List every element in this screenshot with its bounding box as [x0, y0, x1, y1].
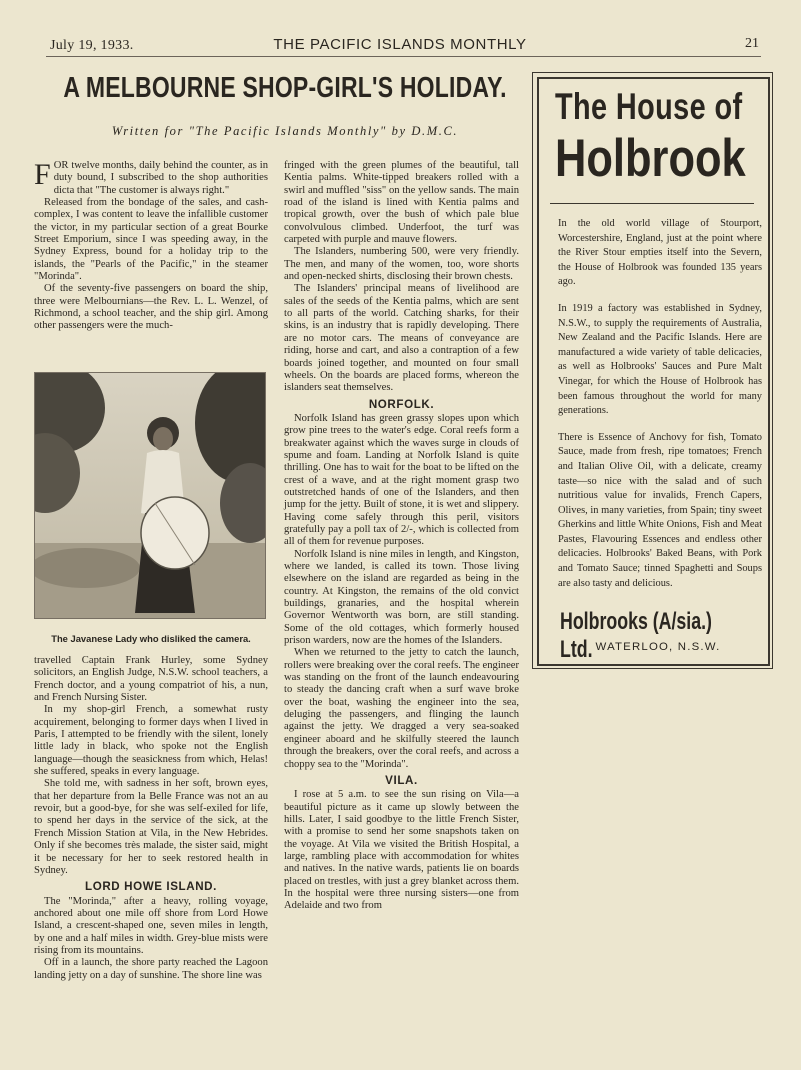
- paragraph: Off in a launch, the shore party reached the Lagoon landing jetty on a day of sunshine. The shore line was: [34, 957, 268, 981]
- article-title: A MELBOURNE SHOP-GIRL'S HOLIDAY.: [63, 70, 507, 104]
- paragraph: The "Morinda," after a heavy, rolling voyage, anchored about one mile off shore from Lord Howe Island, a crescent-shaped one, seven miles in length, by one and a half miles in width. Grey-blue mists were rising from its mountains.: [34, 895, 268, 956]
- ad-title-line-2: Holbrook: [555, 129, 746, 188]
- issue-date: July 19, 1933.: [50, 38, 134, 53]
- paragraph: Norfolk Island has green grassy slopes upon which grow pine trees to the water's edge. Coral reefs form a breakwater against which the waves surge in clouds of spume and foam. Landing at Norfolk Island is quite thrilling. One has to wait for the boat to be lifted on the crest of a wave, and at the right moment grasp two outstretched hands of one of the Islanders, and then jump for the jetty. Built of stone, it is wet and slippery. Having come safely through this peril, visitors gratefully pay a poll tax of 2/-, which is collected from all of them for revenue purposes.: [284, 412, 519, 548]
- ad-title-rule: [550, 203, 754, 204]
- journal-title: THE PACIFIC ISLANDS MONTHLY: [273, 36, 527, 53]
- paragraph: She told me, with sadness in her soft, brown eyes, that her departure from la Belle France was not an au revoir, but a good-bye, for she was self-exiled for life, to spend her days in the service of the sick, at the French Mission Station at Vila, in the New Hebrides. Only if she becomes très malade, the sister said, might it be necessary for her to seek restored health in Sydney.: [34, 778, 268, 876]
- paragraph: Of the seventy-five passengers on board the ship, three were Melbournians—the Rev. L. L. Wenzel, of Richmond, a school teacher, and the ship girl. Among other passengers were the much-: [34, 283, 268, 332]
- page-number: 21: [745, 36, 759, 51]
- paragraph: The Islanders, numbering 500, were very friendly. The men, and many of the women, too, wore shorts and open-necked shirts, disclosing their brown chests.: [284, 246, 519, 283]
- paragraph: When we returned to the jetty to catch the launch, rollers were breaking over the coral reefs. The engineer was standing on the front of the launch endeavouring to steady the dancing craft when a surf wave broke over the boat, washing the engineer into the sea, deluging the passengers, and flinging the launch against the jetty. We dragged a very sea-soaked engineer aboard and he skilfully steered the launch through the breakers, over the coral reefs, and across a choppy sea to the "Morinda".: [284, 647, 519, 770]
- ad-paragraph-products: There is Essence of Anchovy for fish, Tomato Sauce, made from fresh, ripe tomatoes; French and Italian Olive Oil, with a delicate, creamy taste—so nice with the salad and of such nutritious value for invalids, French Capers, Olives, in many varieties, from Spain; tiny sweet Gherkins and little White Onions, Fish and Meat Pastes, Flavouring Essences and endless other delicacies. Holbrooks' Baked Beans, with Pork and Tomato Sauce; tinned Spaghetti and Soups are also tasty and delicious.: [558, 431, 762, 589]
- photo-illustration: [35, 373, 265, 618]
- column-1-top: [34, 160, 268, 333]
- section-heading-vila: VILA.: [385, 773, 418, 787]
- paragraph: fringed with the green plumes of the beautiful, tall Kentia palms. White-tipped breakers rolled with a swirl and muffled "siss" on the yellow sands. The main road of the island is lined with Kentia palms and tropical growth, over the bush of which pale blue convolvulous climbed. Underfoot, the turf was carpeted with purple and mauve flowers.: [284, 160, 519, 246]
- ad-company-name: Holbrooks (A/sia.) Ltd.: [560, 608, 712, 663]
- paragraph: OR twelve months, daily behind the counter, as in duty bound, I subscribed to the shop authorities dicta that "The customer is always right.": [53, 160, 268, 196]
- ad-paragraph-history: In the old world village of Stourport, Worcestershire, England, just at the point where the River Stour empties itself into the Severn, the House of Holbrook was founded 135 years ago.: [558, 218, 762, 288]
- paragraph: In my shop-girl French, a somewhat rusty acquirement, belonging to former days when I lived in Paris, I attempted to be friendly with the silent, lonely little lady in black, who spoke not the English language—though the seasickness from which, Helas! she suffered, speaks in every language.: [34, 704, 268, 778]
- drop-cap: F: [34, 158, 51, 191]
- column-1-bottom: [34, 655, 268, 982]
- ad-body: [558, 217, 762, 591]
- article-byline: Written for "The Pacific Islands Monthly" by D.M.C.: [111, 124, 459, 138]
- paragraph: I rose at 5 a.m. to see the sun rising on Vila—a beautiful picture as it came up slowly between the hills. Later, I said goodbye to the little French Sister, with a promise to send her some snapshots taken on the voyage. At Vila we visited the British Hospital, a large, rambling place with accommodation for whites and natives. In the native wards, patients lie on boards placed on trestles, with just a grey blanket across them. In the hospital were three nursing sisters—one from Adelaide and two from: [284, 789, 519, 912]
- section-heading-norfolk: NORFOLK.: [368, 397, 435, 411]
- paragraph: travelled Captain Frank Hurley, some Sydney solicitors, an English Judge, N.S.W. school teachers, a French doctor, and a young compatriot of his, a nun, and French Nursing Sister.: [34, 655, 268, 704]
- ad-title-line-1: The House of: [555, 86, 743, 127]
- section-heading-lord-howe: LORD HOWE ISLAND.: [85, 880, 217, 894]
- photo-caption: The Javanese Lady who disliked the camera.: [51, 633, 251, 644]
- header-rule: [46, 56, 761, 57]
- ad-paragraph-factory: In 1919 a factory was established in Sydney, N.S.W., to supply the requirements of Australia, New Zealand and the Pacific Islands. Here are manufactured a wide variety of table delicacies, as well as Holbrooks' Sauces and Pure Malt Vinegar, for which the House of Holbrook has been famous throughout the world for many generations.: [558, 302, 762, 417]
- paragraph: Norfolk Island is nine miles in length, and Kingston, where we landed, is called its town. Those living elsewhere on the island are regarded as being in the country. At Kingston, the remains of the old convict buildings, granaries, and the hospital wherein Governor Wentworth was born, are still standing. Some of the old cottages, which formerly housed prison warders, now are the homes of the Islanders.: [284, 548, 519, 647]
- javanese-lady-photo: [34, 372, 266, 619]
- ad-company-location: WATERLOO, N.S.W.: [595, 641, 721, 653]
- paragraph: The Islanders' principal means of livelihood are sales of the seeds of the Kentia palms, which are sent to all parts of the world. Catching sharks, for their skins, is an industry that is rapidly developing. There are no motor cars. The means of conveyance are riding, horse and cart, and also a contraption of a few boards joined together, and mounted on four small wheels. On the boards are placed forms, whereon the islanders seat themselves.: [284, 283, 519, 394]
- column-2: [284, 160, 519, 913]
- paragraph: Released from the bondage of the sales, and cash-complex, I was content to leave the infallible customer the victor, in my particular section of a great Bourke Street Emporium, since I was speeding away, in the Sydney Express, bound for a holiday trip to the islands, the "Pearls of the Pacific," in the steamer "Morinda".: [34, 197, 268, 283]
